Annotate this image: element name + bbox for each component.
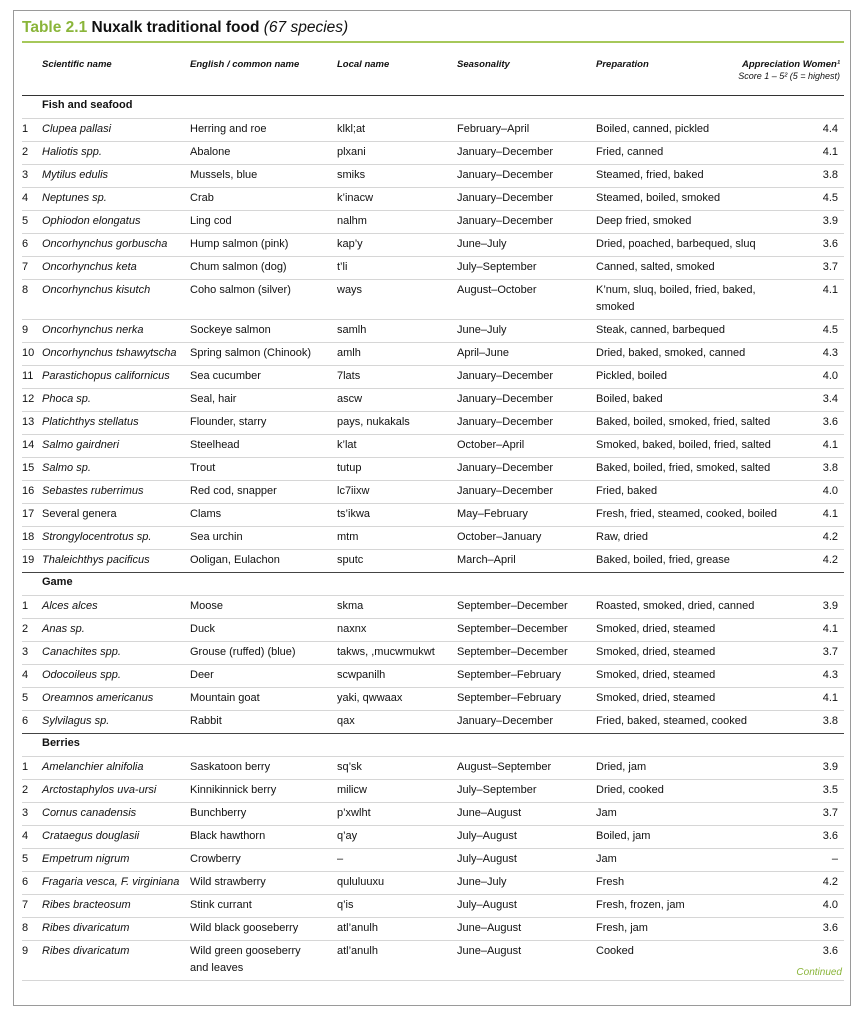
common-name: Herring and roe: [190, 123, 267, 135]
common-name: Moose: [190, 600, 224, 612]
appreciation-score: 4.1: [822, 508, 838, 520]
row-divider: [22, 141, 844, 142]
scientific-name: Crataegus douglasii: [42, 830, 140, 842]
common-name: Clams: [190, 508, 222, 520]
scientific-name: Odocoileus spp.: [42, 669, 121, 681]
preparation: Baked, boiled, smoked, fried, salted: [596, 416, 771, 428]
row-number: 6: [22, 876, 29, 888]
local-name: klkl;at: [337, 123, 366, 135]
seasonality: May–February: [457, 508, 528, 520]
header-scientific: Scientific name: [42, 59, 112, 70]
row-number: 5: [22, 215, 29, 227]
common-name: Abalone: [190, 146, 231, 158]
common-name: Flounder, starry: [190, 416, 267, 428]
row-divider: [22, 342, 844, 343]
row-divider: [22, 871, 844, 872]
common-name: Coho salmon (silver): [190, 284, 291, 296]
local-name: mtm: [337, 531, 359, 543]
preparation: Dried, jam: [596, 761, 647, 773]
row-number: 8: [22, 922, 29, 934]
row-divider: [22, 526, 844, 527]
continued-label: Continued: [796, 967, 842, 978]
preparation: Jam: [596, 853, 617, 865]
common-name: Wild black gooseberry: [190, 922, 299, 934]
row-divider: [22, 457, 844, 458]
scientific-name: Cornus canadensis: [42, 807, 137, 819]
scientific-name: Oncorhynchus nerka: [42, 324, 144, 336]
section-title: Game: [42, 576, 73, 588]
section-divider: [22, 733, 844, 734]
preparation-continued: smoked: [596, 301, 635, 313]
seasonality: January–December: [457, 146, 553, 158]
common-name: Duck: [190, 623, 216, 635]
common-name: Kinnikinnick berry: [190, 784, 277, 796]
preparation: Smoked, dried, steamed: [596, 669, 716, 681]
row-number: 6: [22, 715, 29, 727]
scientific-name: Salmo gairdneri: [42, 439, 120, 451]
local-name: scwpanilh: [337, 669, 386, 681]
local-name: atl’anulh: [337, 922, 378, 934]
row-divider: [22, 802, 844, 803]
preparation: Cooked: [596, 945, 634, 957]
scientific-name: Sylvilagus sp.: [42, 715, 110, 727]
scientific-name: Oncorhynchus tshawytscha: [42, 347, 177, 359]
header-rule: [22, 95, 844, 96]
seasonality: July–September: [457, 261, 537, 273]
row-divider: [22, 710, 844, 711]
preparation: Fresh, fried, steamed, cooked, boiled: [596, 508, 777, 520]
row-number: 6: [22, 238, 29, 250]
seasonality: January–December: [457, 462, 553, 474]
scientific-name: Ribes divaricatum: [42, 922, 130, 934]
preparation: Dried, cooked: [596, 784, 664, 796]
scientific-name: Ribes divaricatum: [42, 945, 130, 957]
scientific-name: Oncorhynchus kisutch: [42, 284, 151, 296]
seasonality: January–December: [457, 215, 553, 227]
row-divider: [22, 256, 844, 257]
common-name: Crab: [190, 192, 214, 204]
common-name: Trout: [190, 462, 216, 474]
local-name: sputc: [337, 554, 364, 566]
row-number: 8: [22, 284, 29, 296]
scientific-name: Haliotis spp.: [42, 146, 102, 158]
preparation: Boiled, jam: [596, 830, 651, 842]
seasonality: September–December: [457, 623, 568, 635]
seasonality: August–September: [457, 761, 552, 773]
common-name: Spring salmon (Chinook): [190, 347, 312, 359]
row-number: 11: [22, 370, 34, 382]
local-name: smiks: [337, 169, 366, 181]
row-number: 1: [22, 761, 29, 773]
preparation: Steak, canned, barbequed: [596, 324, 726, 336]
scientific-name: Clupea pallasi: [42, 123, 112, 135]
common-name: Sockeye salmon: [190, 324, 271, 336]
preparation: Raw, dried: [596, 531, 648, 543]
local-name: ts’ikwa: [337, 508, 371, 520]
appreciation-score: 3.7: [822, 646, 838, 658]
header-english: English / common name: [190, 59, 300, 70]
local-name: pays, nukakals: [337, 416, 410, 428]
common-name: Wild green gooseberry: [190, 945, 301, 957]
local-name: milicw: [337, 784, 367, 796]
local-name: –: [337, 853, 344, 865]
appreciation-score: 3.8: [822, 715, 838, 727]
preparation: Steamed, fried, baked: [596, 169, 704, 181]
table-number: Table 2.1: [22, 19, 88, 36]
seasonality: September–December: [457, 600, 568, 612]
preparation: Fresh: [596, 876, 625, 888]
appreciation-score: 4.3: [822, 669, 838, 681]
appreciation-score: 4.2: [822, 876, 838, 888]
scientific-name: Ribes bracteosum: [42, 899, 131, 911]
common-name: Ooligan, Eulachon: [190, 554, 280, 566]
scientific-name: Fragaria vesca, F. virginiana: [42, 876, 180, 888]
row-divider: [22, 187, 844, 188]
seasonality: February–April: [457, 123, 530, 135]
row-number: 12: [22, 393, 35, 405]
row-number: 14: [22, 439, 35, 451]
row-divider: [22, 894, 844, 895]
row-divider: [22, 756, 844, 757]
local-name: yaki, qwwaax: [337, 692, 403, 704]
local-name: nalhm: [337, 215, 367, 227]
common-name: Sea urchin: [190, 531, 243, 543]
row-divider: [22, 940, 844, 941]
common-name-continued: and leaves: [190, 962, 244, 974]
local-name: takws, ,mucwmukwt: [337, 646, 435, 658]
scientific-name: Strongylocentrotus sp.: [42, 531, 152, 543]
local-name: k’lat: [337, 439, 357, 451]
preparation: Boiled, canned, pickled: [596, 123, 710, 135]
row-divider: [22, 618, 844, 619]
common-name: Mountain goat: [190, 692, 260, 704]
seasonality: April–June: [457, 347, 509, 359]
appreciation-score: 4.1: [822, 439, 838, 451]
section-divider: [22, 572, 844, 573]
scientific-name: Thaleichthys pacificus: [42, 554, 150, 566]
common-name: Stink currant: [190, 899, 252, 911]
species-count: (67 species): [263, 19, 349, 36]
header-local: Local name: [337, 59, 390, 70]
section-title: Fish and seafood: [42, 99, 133, 111]
local-name: ways: [337, 284, 363, 296]
appreciation-score: 3.4: [822, 393, 838, 405]
row-divider: [22, 411, 844, 412]
row-divider: [22, 848, 844, 849]
appreciation-score: 4.1: [822, 146, 838, 158]
seasonality: January–December: [457, 192, 553, 204]
row-divider: [22, 279, 844, 280]
seasonality: June–July: [457, 876, 507, 888]
seasonality: October–April: [457, 439, 525, 451]
common-name: Grouse (ruffed) (blue): [190, 646, 296, 658]
appreciation-score: 4.1: [822, 623, 838, 635]
local-name: tutup: [337, 462, 362, 474]
preparation: Smoked, baked, boiled, fried, salted: [596, 439, 771, 451]
row-number: 4: [22, 830, 29, 842]
row-divider: [22, 319, 844, 320]
local-name: sq’sk: [337, 761, 362, 773]
preparation: Deep fried, smoked: [596, 215, 692, 227]
common-name: Ling cod: [190, 215, 232, 227]
scientific-name: Oreamnos americanus: [42, 692, 154, 704]
seasonality: January–December: [457, 715, 553, 727]
appreciation-score: 3.9: [822, 600, 838, 612]
preparation: Fresh, frozen, jam: [596, 899, 685, 911]
seasonality: July–August: [457, 899, 517, 911]
row-number: 3: [22, 646, 29, 658]
row-divider: [22, 118, 844, 119]
row-number: 7: [22, 899, 29, 911]
appreciation-score: 4.0: [822, 485, 838, 497]
local-name: plxani: [337, 146, 366, 158]
scientific-name: Parastichopus californicus: [42, 370, 170, 382]
row-divider: [22, 210, 844, 211]
seasonality: January–December: [457, 393, 553, 405]
table-bottom-rule: [22, 980, 844, 981]
local-name: t’li: [337, 261, 348, 273]
row-number: 18: [22, 531, 35, 543]
row-number: 5: [22, 692, 29, 704]
local-name: qax: [337, 715, 355, 727]
row-number: 1: [22, 123, 29, 135]
header-preparation: Preparation: [596, 59, 649, 70]
local-name: ascw: [337, 393, 363, 405]
appreciation-score: 4.1: [822, 692, 838, 704]
row-number: 2: [22, 146, 29, 158]
preparation: Dried, baked, smoked, canned: [596, 347, 746, 359]
appreciation-score: 4.0: [822, 899, 838, 911]
row-divider: [22, 480, 844, 481]
preparation: Steamed, boiled, smoked: [596, 192, 721, 204]
table-name: Nuxalk traditional food: [91, 19, 260, 36]
common-name: Red cod, snapper: [190, 485, 277, 497]
row-divider: [22, 664, 844, 665]
local-name: lc7iixw: [337, 485, 370, 497]
common-name: Rabbit: [190, 715, 222, 727]
seasonality: January–December: [457, 370, 553, 382]
row-divider: [22, 365, 844, 366]
common-name: Steelhead: [190, 439, 240, 451]
row-divider: [22, 233, 844, 234]
local-name: p’xwlht: [337, 807, 371, 819]
row-divider: [22, 641, 844, 642]
seasonality: August–October: [457, 284, 537, 296]
section-title: Berries: [42, 737, 80, 749]
seasonality: September–February: [457, 692, 561, 704]
local-name: 7lats: [337, 370, 361, 382]
header-appreciation: Appreciation Women¹: [742, 59, 840, 70]
row-number: 13: [22, 416, 35, 428]
local-name: kap’y: [337, 238, 363, 250]
row-divider: [22, 779, 844, 780]
seasonality: June–August: [457, 922, 522, 934]
appreciation-score: 4.5: [822, 324, 838, 336]
appreciation-score: 3.9: [822, 215, 838, 227]
appreciation-score: 3.6: [822, 238, 838, 250]
local-name: skma: [337, 600, 364, 612]
seasonality: July–August: [457, 830, 517, 842]
row-divider: [22, 388, 844, 389]
scientific-name: Sebastes ruberrimus: [42, 485, 144, 497]
appreciation-score: 4.5: [822, 192, 838, 204]
appreciation-score: –: [831, 853, 838, 865]
preparation: Smoked, dried, steamed: [596, 646, 716, 658]
row-number: 5: [22, 853, 29, 865]
preparation: Roasted, smoked, dried, canned: [596, 600, 755, 612]
appreciation-score: 3.8: [822, 169, 838, 181]
common-name: Sea cucumber: [190, 370, 261, 382]
appreciation-score: 4.1: [822, 284, 838, 296]
appreciation-score: 3.9: [822, 761, 838, 773]
common-name: Black hawthorn: [190, 830, 266, 842]
local-name: k’inacw: [337, 192, 374, 204]
appreciation-score: 4.2: [822, 554, 838, 566]
local-name: q’ay: [337, 830, 358, 842]
appreciation-score: 3.6: [822, 922, 838, 934]
row-divider: [22, 434, 844, 435]
preparation: K’num, sluq, boiled, fried, baked,: [596, 284, 756, 296]
appreciation-score: 3.6: [822, 945, 838, 957]
local-name: naxnx: [337, 623, 367, 635]
seasonality: June–July: [457, 324, 507, 336]
appreciation-score: 4.3: [822, 347, 838, 359]
seasonality: July–August: [457, 853, 517, 865]
row-number: 4: [22, 669, 29, 681]
title-rule: [22, 41, 844, 43]
appreciation-score: 3.6: [822, 830, 838, 842]
seasonality: June–July: [457, 238, 507, 250]
row-divider: [22, 549, 844, 550]
row-number: 19: [22, 554, 35, 566]
preparation: Canned, salted, smoked: [596, 261, 715, 273]
local-name: qululuuxu: [337, 876, 385, 888]
scientific-name: Several genera: [42, 508, 117, 520]
local-name: samlh: [337, 324, 367, 336]
preparation: Baked, boiled, fried, grease: [596, 554, 730, 566]
preparation: Fried, baked, steamed, cooked: [596, 715, 748, 727]
common-name: Chum salmon (dog): [190, 261, 287, 273]
scientific-name: Oncorhynchus keta: [42, 261, 137, 273]
row-number: 7: [22, 261, 29, 273]
scientific-name: Oncorhynchus gorbuscha: [42, 238, 168, 250]
scientific-name: Platichthys stellatus: [42, 416, 139, 428]
seasonality: January–December: [457, 416, 553, 428]
scientific-name: Amelanchier alnifolia: [42, 761, 144, 773]
common-name: Mussels, blue: [190, 169, 258, 181]
preparation: Smoked, dried, steamed: [596, 623, 716, 635]
scientific-name: Salmo sp.: [42, 462, 91, 474]
seasonality: September–December: [457, 646, 568, 658]
common-name: Wild strawberry: [190, 876, 266, 888]
row-number: 9: [22, 945, 29, 957]
preparation: Fried, baked: [596, 485, 658, 497]
appreciation-score: 3.6: [822, 416, 838, 428]
header-seasonality: Seasonality: [457, 59, 510, 70]
scientific-name: Phoca sp.: [42, 393, 91, 405]
row-number: 10: [22, 347, 35, 359]
row-number: 4: [22, 192, 29, 204]
preparation: Boiled, baked: [596, 393, 663, 405]
row-divider: [22, 917, 844, 918]
table-title: [22, 19, 348, 37]
common-name: Bunchberry: [190, 807, 247, 819]
local-name: q’is: [337, 899, 354, 911]
row-number: 3: [22, 169, 29, 181]
header-appreciation-sub: Score 1 – 5² (5 = highest): [738, 71, 840, 81]
appreciation-score: 3.8: [822, 462, 838, 474]
appreciation-score: 4.4: [822, 123, 838, 135]
row-number: 3: [22, 807, 29, 819]
row-divider: [22, 164, 844, 165]
appreciation-score: 4.0: [822, 370, 838, 382]
scientific-name: Canachites spp.: [42, 646, 121, 658]
row-divider: [22, 503, 844, 504]
seasonality: January–December: [457, 485, 553, 497]
seasonality: January–December: [457, 169, 553, 181]
row-number: 16: [22, 485, 35, 497]
scientific-name: Arctostaphylos uva-ursi: [42, 784, 157, 796]
common-name: Deer: [190, 669, 214, 681]
scientific-name: Neptunes sp.: [42, 192, 107, 204]
local-name: amlh: [337, 347, 361, 359]
preparation: Dried, poached, barbequed, sluq: [596, 238, 756, 250]
scientific-name: Empetrum nigrum: [42, 853, 130, 865]
local-name: atl’anulh: [337, 945, 378, 957]
preparation: Fried, canned: [596, 146, 664, 158]
common-name: Crowberry: [190, 853, 241, 865]
row-number: 9: [22, 324, 29, 336]
scientific-name: Ophiodon elongatus: [42, 215, 141, 227]
row-divider: [22, 595, 844, 596]
row-number: 2: [22, 623, 29, 635]
row-number: 17: [22, 508, 35, 520]
preparation: Baked, boiled, fried, smoked, salted: [596, 462, 771, 474]
seasonality: July–September: [457, 784, 537, 796]
row-number: 15: [22, 462, 35, 474]
preparation: Pickled, boiled: [596, 370, 667, 382]
preparation: Fresh, jam: [596, 922, 648, 934]
common-name: Saskatoon berry: [190, 761, 271, 773]
appreciation-score: 4.2: [822, 531, 838, 543]
table-frame: [13, 10, 851, 1006]
appreciation-score: 3.7: [822, 807, 838, 819]
common-name: Hump salmon (pink): [190, 238, 289, 250]
seasonality: September–February: [457, 669, 561, 681]
row-divider: [22, 687, 844, 688]
seasonality: June–August: [457, 807, 522, 819]
common-name: Seal, hair: [190, 393, 237, 405]
row-number: 2: [22, 784, 29, 796]
scientific-name: Alces alces: [42, 600, 98, 612]
appreciation-score: 3.7: [822, 261, 838, 273]
row-divider: [22, 825, 844, 826]
seasonality: October–January: [457, 531, 542, 543]
scientific-name: Mytilus edulis: [42, 169, 109, 181]
scientific-name: Anas sp.: [42, 623, 85, 635]
seasonality: June–August: [457, 945, 522, 957]
row-number: 1: [22, 600, 29, 612]
seasonality: March–April: [457, 554, 516, 566]
preparation: Jam: [596, 807, 617, 819]
preparation: Smoked, dried, steamed: [596, 692, 716, 704]
appreciation-score: 3.5: [822, 784, 838, 796]
